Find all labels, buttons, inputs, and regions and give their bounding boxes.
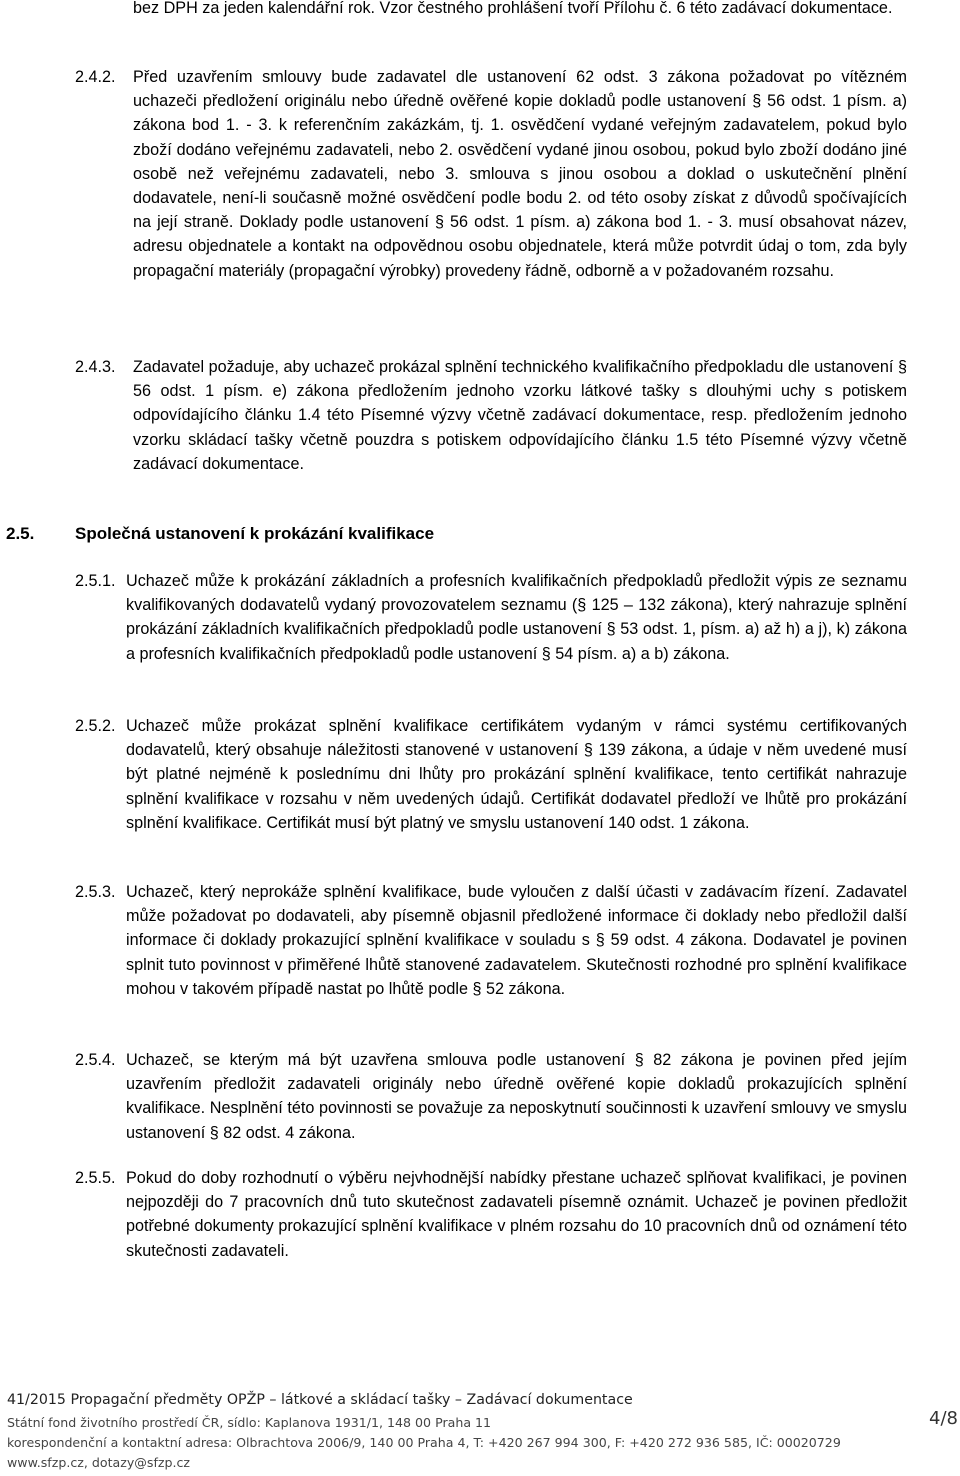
- section-2-5-4-text: Uchazeč, se kterým má být uzavřena smlouva podle ustanovení § 82 zákona je povinen před jejím uzavřením předložit zadavateli originály nebo úředně ověřené kopie dokladů prokazujících splnění kvalifikace. Nesplnění této povinnosti se považuje za neposkytnutí součinnosti k uzavření smlouvy ve smyslu ustanovení § 82 odst. 4 zákona.: [126, 1051, 907, 1142]
- section-number-2-5-2: 2.5.2.: [75, 717, 116, 735]
- section-number-2-4-3: 2.4.3.: [75, 358, 116, 376]
- section-2-5-1-text: Uchazeč může k prokázání základních a profesních kvalifikačních předpokladů předložit výpis ze seznamu kvalifikovaných dodavatelů vydaný provozovatelem seznamu (§ 125 – 132 zákona), který nahrazuje splnění prokázání základních kvalifikačních předpokladů podle ustanovení § 53 odst. 1, písm. a) až h) a j), k) zákona a profesních kvalifikačních předpokladů podle ustanovení § 54 písm. a) a b) zákona.: [126, 572, 907, 663]
- section-number-2-5-3: 2.5.3.: [75, 883, 116, 901]
- section-heading-number: 2.5.: [6, 524, 35, 543]
- footer-address-line: Státní fond životního prostředí ČR, sídlo: Kaplanova 1931/1, 148 00 Praha 11: [7, 1415, 492, 1430]
- section-number-2-5-5: 2.5.5.: [75, 1169, 116, 1187]
- footer-web-link[interactable]: www.sfzp.cz, dotazy@sfzp.cz: [7, 1455, 191, 1470]
- section-heading-title: Společná ustanovení k prokázání kvalifikace: [75, 524, 435, 543]
- paragraph-continuation: bez DPH za jeden kalendářní rok. Vzor čestného prohlášení tvoří Přílohu č. 6 této zadávací dokumentace.: [133, 0, 893, 17]
- section-number-2-5-4: 2.5.4.: [75, 1051, 116, 1069]
- section-number-2-4-2: 2.4.2.: [75, 68, 116, 86]
- section-2-4-3-text: Zadavatel požaduje, aby uchazeč prokázal splnění technického kvalifikačního předpokladu dle ustanovení § 56 odst. 1 písm. e) zákona předložením jednoho vzorku látkové tašky s dlouhými uchy s potiskem odpovídajícího článku 1.4 této Písemné výzvy včetně zadávací dokumentace, resp. předložením jednoho vzorku skládací tašky včetně pouzdra s potiskem odpovídajícího článku 1.5 této Písemné výzvy včetně zadávací dokumentace.: [133, 358, 907, 473]
- section-2-5-2-text: Uchazeč může prokázat splnění kvalifikace certifikátem vydaným v rámci systému certifikovaných dodavatelů, který obsahuje náležitosti stanovené v ustanovení § 139 zákona, a údaje v něm uvedené musí být platné nejméně k poslednímu dni lhůty pro prokázání splnění kvalifikace, tento certifikát nahrazuje splnění kvalifikace v rozsahu v něm uvedených údajů. Certifikát dodavatel předloží ve lhůtě pro prokázání splnění kvalifikace. Certifikát musí být platný ve smyslu ustanovení 140 odst. 1 zákona.: [126, 717, 907, 832]
- footer-contact-line: korespondenční a kontaktní adresa: Olbrachtova 2006/9, 140 00 Praha 4, T: +420 267 994 300, F: +420 272 936 585, IČ: 00020729: [7, 1435, 841, 1450]
- section-2-4-2-text: Před uzavřením smlouvy bude zadavatel dle ustanovení 62 odst. 3 zákona požadovat po vítězném uchazeči předložení originálu nebo úředně ověřené kopie dokladů podle ustanovení § 56 odst. 1 písm. a) zákona bod 1. - 3. k referenčním zakázkám, tj. 1. osvědčení vydané veřejným zadavatelem, pokud bylo zboží dodáno veřejnému zadavateli, nebo 2. osvědčení vydané jinou osobou, pokud bylo zboží dodáno jiné osobě než veřejnému zadavateli, nebo 3. smlouva s jinou osobou a doklad o uskutečnění plnění dodavatele, není-li současně možné osvědčení podle bodu 2. od této osoby získat z důvodů spočívajících na její straně. Doklady podle ustanovení § 56 odst. 1 písm. a) zákona bod 1. - 3. musí obsahovat název, adresu objednatele a kontakt na odpovědnou osobu objednatele, která může potvrdit údaj o tom, zda byly propagační materiály (propagační výrobky) provedeny řádně, odborně a v požadovaném rozsahu.: [133, 68, 907, 280]
- section-2-5-3-text: Uchazeč, který neprokáže splnění kvalifikace, bude vyloučen z další účasti v zadávacím řízení. Zadavatel může požadovat po dodavateli, aby písemně objasnil předložené informace či doklady nebo předložil další informace či doklady prokazující splnění kvalifikace v souladu s § 59 odst. 4 zákona. Dodavatel je povinen splnit tuto povinnost v přiměřené lhůtě stanovené zadavatelem. Skutečnosti rozhodné pro splnění kvalifikace mohou v takovém případě nastat po lhůtě podle § 52 zákona.: [126, 883, 907, 998]
- section-2-5-5-text: Pokud do doby rozhodnutí o výběru nejvhodnější nabídky přestane uchazeč splňovat kvalifikaci, je povinen nejpozději do 7 pracovních dnů tuto skutečnost zadavateli písemně oznámit. Uchazeč je povinen předložit potřebné dokumenty prokazující splnění kvalifikace v plném rozsahu do 10 pracovních dnů od oznámení této skutečnosti zadavateli.: [126, 1169, 907, 1260]
- page-number: 4/8: [929, 1408, 958, 1429]
- footer-document-title: 41/2015 Propagační předměty OPŽP – látkové a skládací tašky – Zadávací dokumentace: [7, 1392, 633, 1408]
- section-number-2-5-1: 2.5.1.: [75, 572, 116, 590]
